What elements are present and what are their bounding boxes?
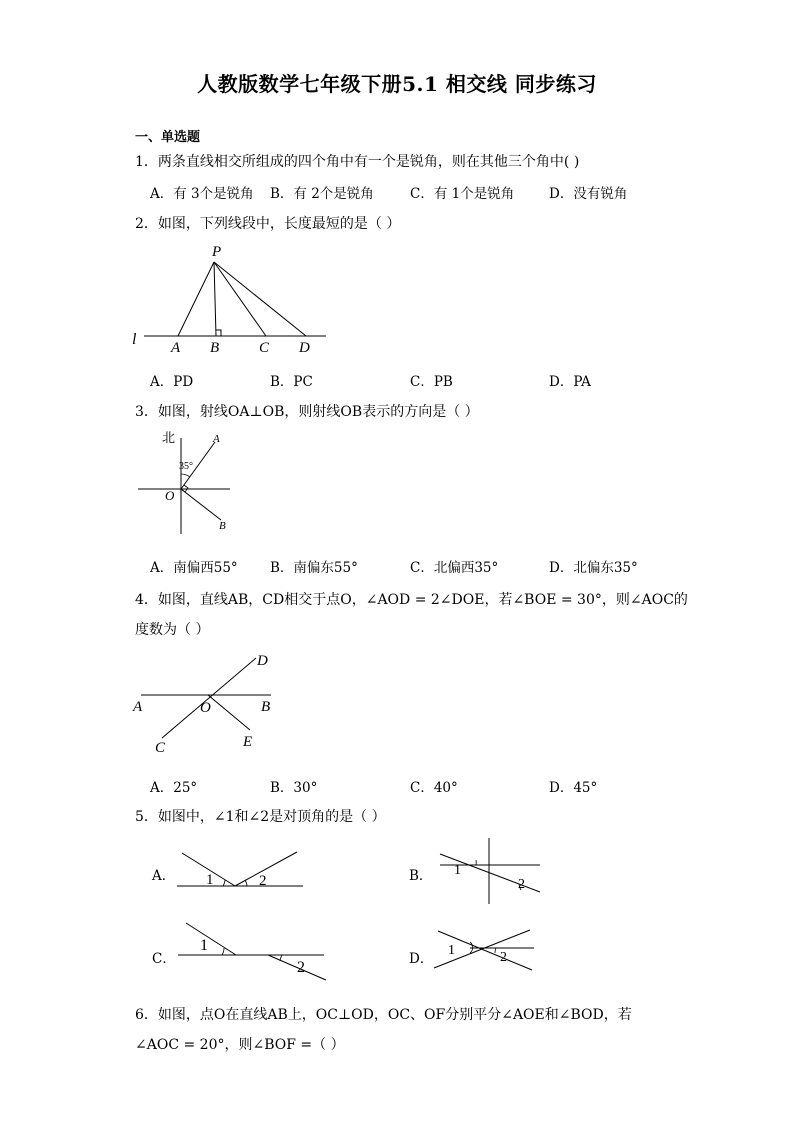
q5-option-d[interactable]: D． bbox=[409, 951, 434, 967]
q2-figure bbox=[128, 240, 338, 358]
q2-option-b[interactable]: B．PC bbox=[270, 374, 313, 390]
q4-label-e: E bbox=[243, 734, 253, 750]
q3-option-d[interactable]: D．北偏东35° bbox=[549, 560, 638, 576]
q5-figure-d bbox=[428, 925, 540, 973]
q5-figure-b bbox=[426, 835, 546, 907]
q5-option-c[interactable]: C． bbox=[152, 951, 176, 967]
question-3: 3．如图，射线OA⊥OB，则射线OB表示的方向是（ ） bbox=[135, 404, 479, 420]
q3-option-a[interactable]: A．南偏西55° bbox=[150, 560, 238, 576]
q3-figure bbox=[133, 428, 243, 540]
q3-option-c[interactable]: C．北偏西35° bbox=[410, 560, 499, 576]
q4-label-b: B bbox=[261, 699, 271, 715]
q4-option-b[interactable]: B．30° bbox=[270, 780, 318, 796]
question-1: 1．两条直线相交所组成的四个角中有一个是锐角，则在其他三个角中( ) bbox=[135, 154, 580, 170]
q2-option-d[interactable]: D．PA bbox=[549, 374, 591, 390]
section-heading: 一、单选题 bbox=[135, 130, 201, 145]
q4-label-o: O bbox=[200, 700, 211, 716]
q5c-angle-2: 2 bbox=[297, 959, 305, 976]
q2-option-a[interactable]: A．PD bbox=[150, 374, 194, 390]
q2-option-c[interactable]: C．PB bbox=[410, 374, 453, 390]
q5d-angle-2: 2 bbox=[500, 950, 507, 965]
q5-figure-c bbox=[172, 916, 342, 984]
q4-label-c: C bbox=[155, 740, 166, 756]
q3-option-b[interactable]: B．南偏东55° bbox=[270, 560, 358, 576]
q3-label-a: A bbox=[213, 433, 220, 445]
q2-label-c: C bbox=[259, 340, 270, 356]
q3-label-north: 北 bbox=[162, 430, 176, 445]
question-5: 5．如图中，∠1和∠2是对顶角的是（ ） bbox=[135, 809, 386, 825]
page-title: 人教版数学七年级下册5.1 相交线 同步练习 bbox=[197, 72, 597, 96]
q5d-angle-1: 1 bbox=[448, 943, 455, 958]
question-2: 2．如图，下列线段中，长度最短的是（ ） bbox=[135, 216, 401, 232]
q5a-angle-2: 2 bbox=[259, 873, 267, 889]
q4-figure bbox=[128, 648, 288, 758]
question-4: 4．如图，直线AB，CD相交于点O，∠AOD = 2∠DOE，若∠BOE = 30°，则∠AOC的 bbox=[135, 592, 688, 608]
q2-label-b: B bbox=[210, 340, 220, 356]
q1-option-d[interactable]: D．没有锐角 bbox=[549, 186, 628, 202]
q4-option-c[interactable]: C．40° bbox=[410, 780, 458, 796]
q1-option-b[interactable]: B．有 2个是锐角 bbox=[270, 186, 374, 202]
q1-option-a[interactable]: A．有 3个是锐角 bbox=[150, 186, 254, 202]
q2-label-p: P bbox=[212, 244, 222, 260]
question-4-continued: 度数为（ ） bbox=[135, 622, 210, 638]
q2-label-d: D bbox=[299, 340, 310, 356]
q5-figure-a bbox=[170, 845, 310, 895]
q4-label-a: A bbox=[133, 699, 143, 715]
q4-option-d[interactable]: D．45° bbox=[549, 780, 598, 796]
q5a-angle-1: 1 bbox=[206, 872, 214, 888]
q3-label-o: O bbox=[165, 488, 175, 503]
q4-option-a[interactable]: A．25° bbox=[150, 780, 198, 796]
q5c-angle-1: 1 bbox=[200, 937, 208, 954]
q5-option-a[interactable]: A． bbox=[152, 868, 176, 884]
question-6-continued: ∠AOC = 20°，则∠BOF =（ ） bbox=[135, 1037, 345, 1053]
q1-option-c[interactable]: C．有 1个是锐角 bbox=[410, 186, 515, 202]
q5b-angle-2: 2 bbox=[518, 877, 525, 892]
q4-label-d: D bbox=[257, 653, 268, 669]
q2-label-l: l bbox=[132, 331, 137, 348]
q5-option-b[interactable]: B． bbox=[409, 868, 433, 884]
q5b-angle-1: 1 bbox=[454, 863, 461, 878]
q2-label-a: A bbox=[171, 340, 181, 356]
q3-label-angle: 35° bbox=[179, 461, 193, 472]
question-6: 6．如图，点O在直线AB上，OC⊥OD，OC、OF分别平分∠AOE和∠BOD，若 bbox=[135, 1007, 632, 1023]
q3-label-b: B bbox=[219, 520, 226, 532]
